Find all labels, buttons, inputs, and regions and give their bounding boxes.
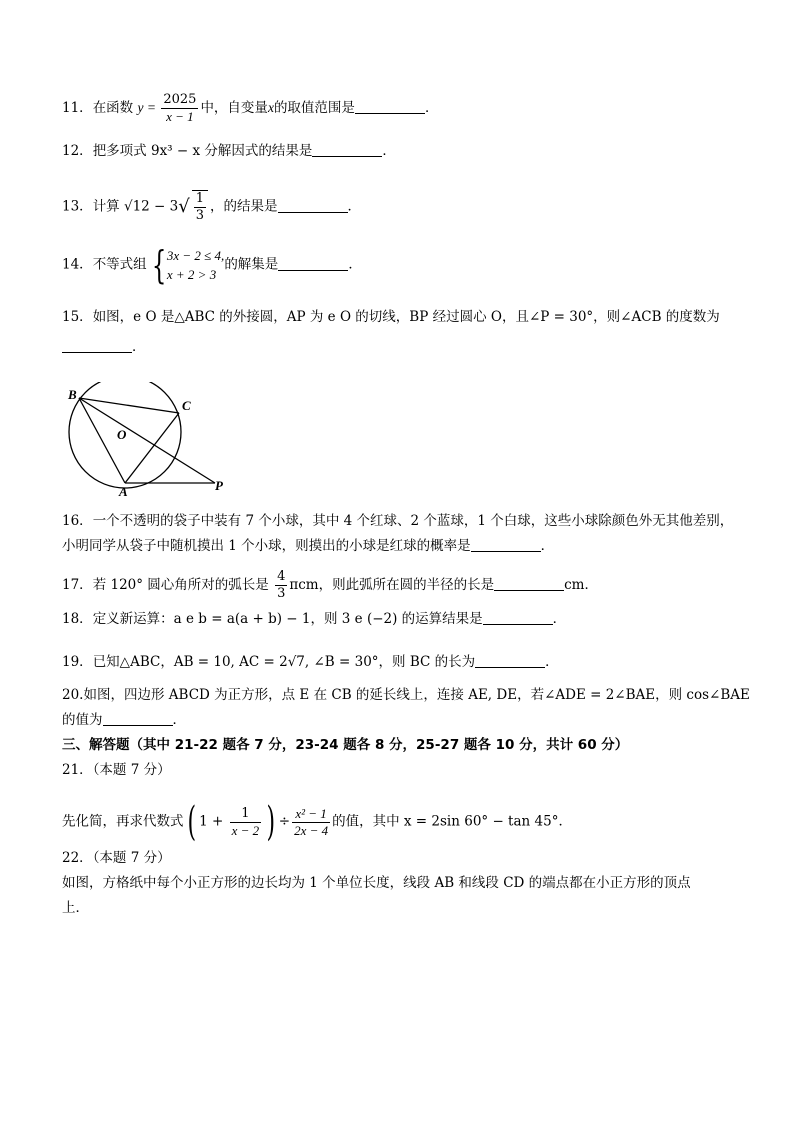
label-B: B — [68, 387, 77, 402]
answer-blank[interactable] — [312, 142, 382, 157]
question-15-answer-line: ． — [62, 338, 146, 356]
question-12: 12．把多项式 9x³ − x 分解因式的结果是 ． — [62, 143, 396, 159]
question-18: 18．定义新运算：a e b = a(a + b) − 1，则 3 e (−2) 的运算结果是 ． — [62, 611, 567, 627]
fraction: $\frac{4}{3}$ — [277, 569, 286, 601]
question-19: 19．已知△ABC，AB = 10, AC = 2√7, ∠B = 30°，则 BC 的长为 ． — [62, 654, 559, 670]
question-21-header: 21．（本题 7 分） — [62, 762, 171, 778]
question-20-line2: 的值为 ． — [62, 712, 186, 728]
answer-blank[interactable] — [494, 576, 564, 591]
question-13: 13．计算 √12 − 3√ $\frac{1}{3}$ ，的结果是 ． — [62, 191, 362, 223]
question-16-line2: 小明同学从袋子中随机摸出 1 个小球，则摸出的小球是红球的概率是 ． — [62, 538, 555, 554]
question-22: 如图，方格纸中每个小正方形的边长均为 1 个单位长度，线段 AB 和线段 CD 的端点都在小正方形的顶点 — [62, 875, 691, 891]
question-21: 先化简，再求代数式( 1 + $\frac{1}{x - 2}$ ) ÷ $\frac{\text{x² − 1}}{2x - 4}$ 的值，其中 x = 2sin 60° − tan 45°． — [62, 799, 572, 845]
fraction: $\frac{1}{x - 2}$ — [231, 805, 260, 838]
question-17: 17．若 120° 圆心角所对的弧长是 $\frac{4}{3}$ πcm，则此弧所在圆的半径的长是 cm． — [62, 569, 598, 601]
question-20: 20.如图，四边形 ABCD 为正方形，点 E 在 CB 的延长线上，连接 AE, DE，若∠ADE = 2∠BAE，则 cos∠BAE — [62, 687, 750, 703]
answer-blank[interactable] — [62, 338, 132, 353]
question-15: 15．如图，e O 是△ABC 的外接圆，AP 为 e O 的切线，BP 经过圆心 O，且∠P = 30°，则∠ACB 的度数为 — [62, 309, 720, 325]
question-14: 14．不等式组 { 3x − 2 ≤ 4, x + 2 > 3 的解集是 ． — [62, 243, 362, 287]
question-11: 11．在函数 y = $\frac{2025}{x - 1}$ 中，自变量x的取值范围是 ． — [62, 92, 439, 124]
label-A: A — [119, 484, 128, 499]
fraction: $\frac{2025}{x - 1}$ — [163, 92, 197, 124]
question-16: 16．一个不透明的袋子中装有 7 个小球，其中 4 个红球、2 个蓝球，1 个白球，这些小球除颜色外无其他差别， — [62, 513, 734, 529]
answer-blank[interactable] — [103, 711, 173, 726]
section-heading: 三、解答题（其中 21-22 题各 7 分，23-24 题各 8 分，25-27 题各 10 分，共计 60 分） — [62, 737, 629, 753]
answer-blank[interactable] — [355, 99, 425, 114]
answer-blank[interactable] — [471, 537, 541, 552]
segment-CA — [125, 413, 179, 483]
fraction: $\frac{\text{x² − 1}}{2x - 4}$ — [294, 805, 329, 838]
circle-figure — [62, 382, 237, 500]
label-C: C — [182, 398, 191, 413]
segment-BP — [79, 398, 215, 483]
question-22-line2: 上． — [62, 900, 89, 916]
answer-blank[interactable] — [475, 653, 545, 668]
label-P: P — [215, 478, 223, 493]
fraction: $\frac{1}{3}$ — [192, 190, 208, 224]
inequality-system: 3x − 2 ≤ 4, x + 2 > 3 — [166, 248, 225, 282]
answer-blank[interactable] — [278, 256, 348, 271]
question-22-header: 22．（本题 7 分） — [62, 850, 171, 866]
segment-BC — [79, 398, 179, 413]
label-O: O — [117, 427, 127, 442]
answer-blank[interactable] — [483, 610, 553, 625]
answer-blank[interactable] — [278, 198, 348, 213]
